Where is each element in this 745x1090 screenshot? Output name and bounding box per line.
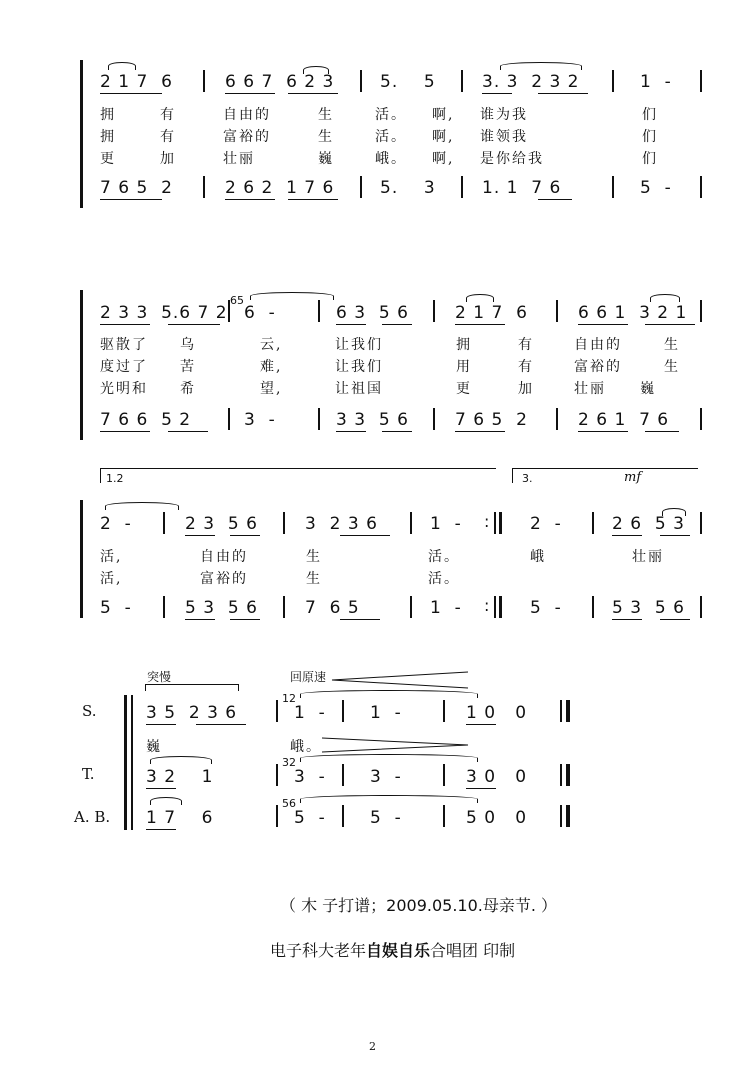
lyric: 让祖国	[335, 381, 383, 397]
alto-bass-measure-3: 5 -	[370, 808, 402, 828]
lyric: 苦	[180, 359, 196, 375]
tempo-bracket	[145, 684, 239, 691]
lyric: 是你给我	[480, 151, 544, 167]
barline	[276, 700, 278, 722]
lyric: 驱散了	[100, 337, 148, 353]
barline	[592, 512, 594, 534]
lyric: 难,	[260, 359, 283, 375]
soprano-measure-2: 1 -	[294, 703, 326, 723]
barline	[318, 300, 320, 322]
volta-1-2-label: 1.2	[106, 472, 124, 485]
beam	[612, 535, 642, 536]
slur	[500, 62, 582, 70]
lyric: 们	[642, 129, 658, 145]
alto-bass-measure-1: 1 7 6	[146, 808, 214, 828]
beam	[660, 535, 690, 536]
decrescendo-hairpin	[320, 736, 470, 754]
lyric: 乌	[180, 337, 196, 353]
lyric: 峨。	[290, 739, 322, 755]
beam	[146, 829, 176, 830]
barline	[410, 596, 412, 618]
barline	[560, 764, 562, 786]
soprano-measure-1: 2 -	[100, 514, 132, 534]
barline	[494, 596, 496, 618]
tenor-measure-1: 3 2 1	[146, 767, 214, 787]
lyric: 巍	[318, 151, 334, 167]
lyric: 谁领我	[480, 129, 528, 145]
lyric: 活。	[375, 107, 407, 123]
soprano-measure-3: 5. 5	[380, 72, 436, 92]
barline	[612, 176, 614, 198]
slur	[150, 797, 182, 805]
soprano-measure-5: 6 6 1 3 2 1	[578, 303, 688, 323]
barline	[461, 176, 463, 198]
barline	[203, 176, 205, 198]
soprano-measure-1: 2 3 3 5.6 7 2	[100, 303, 228, 323]
part-label-alto-bass: A. B.	[74, 808, 111, 826]
beam	[230, 535, 260, 536]
lyric: 拥	[100, 129, 116, 145]
system-bracket-inner	[131, 695, 133, 830]
lyric: 加	[160, 151, 176, 167]
lyric: 活。	[375, 129, 407, 145]
bass-measure-6: 5 3 5 6	[612, 598, 685, 618]
barline	[203, 70, 205, 92]
lyric: 光明和	[100, 381, 148, 397]
barline	[700, 300, 702, 322]
lyric: 谁为我	[480, 107, 528, 123]
barline	[592, 596, 594, 618]
soprano-measure-6: 2 6 5 3	[612, 514, 685, 534]
beam	[578, 431, 628, 432]
bass-measure-1: 5 -	[100, 598, 132, 618]
beam	[645, 431, 679, 432]
lyric: 生	[306, 549, 322, 565]
beam	[578, 324, 628, 325]
beam	[612, 619, 642, 620]
soprano-measure-1: 2 1 7 6	[100, 72, 173, 92]
beam	[336, 431, 366, 432]
tie	[300, 754, 478, 762]
slur	[650, 294, 680, 302]
beam	[455, 431, 505, 432]
tenor-measure-4: 3 0 0	[466, 767, 528, 787]
lyric: 生	[664, 359, 680, 375]
lyric: 啊,	[432, 151, 455, 167]
lyric: 有	[518, 359, 534, 375]
soprano-measure-4: 1 0 0	[466, 703, 528, 723]
beam	[225, 199, 275, 200]
barline	[612, 70, 614, 92]
lyric: 们	[642, 107, 658, 123]
system-bracket	[80, 60, 83, 208]
bass-measure-2: 2 6 2 1 7 6	[225, 178, 335, 198]
slur	[662, 508, 686, 516]
barline	[433, 300, 435, 322]
lyric: 自由的	[574, 337, 622, 353]
lyric: 峨	[530, 549, 546, 565]
publisher-name-emphasis: 自娱自乐	[366, 941, 431, 960]
bass-measure-3: 5. 3	[380, 178, 436, 198]
volta-1-2	[100, 468, 496, 483]
barline	[560, 805, 562, 827]
beam	[466, 724, 496, 725]
lyric: 活,	[100, 549, 123, 565]
lyric: 用	[456, 359, 472, 375]
lyric: 生	[664, 337, 680, 353]
barline	[342, 764, 344, 786]
beam	[455, 324, 505, 325]
lyric: 活,	[100, 571, 123, 587]
barline	[360, 176, 362, 198]
grace-notes: 32	[282, 756, 296, 769]
dynamic-mark: mf	[624, 470, 642, 485]
lyric: 活。	[428, 549, 460, 565]
publisher-name: 电子科大老年	[270, 941, 367, 960]
lyric: 生	[318, 129, 334, 145]
barline	[700, 408, 702, 430]
final-barline	[566, 805, 570, 827]
beam	[100, 431, 150, 432]
bass-measure-4: 7 6 5 2	[455, 410, 528, 430]
beam	[100, 199, 162, 200]
tempo-marking-resume: 回原速	[290, 670, 327, 684]
lyric: 富裕的	[200, 571, 248, 587]
bass-measure-5: 5 -	[640, 178, 672, 198]
beam	[288, 199, 338, 200]
beam	[482, 93, 512, 94]
barline	[443, 764, 445, 786]
beam	[660, 619, 690, 620]
system-bracket	[80, 290, 83, 440]
soprano-measure-4: 1 -	[430, 514, 462, 534]
lyric: 自由的	[223, 107, 271, 123]
barline	[443, 700, 445, 722]
lyric: 加	[518, 381, 534, 397]
beam	[466, 788, 496, 789]
bass-measure-5: 5 -	[530, 598, 562, 618]
beam	[382, 324, 412, 325]
grace-notes: 12	[282, 692, 296, 705]
beam	[100, 93, 162, 94]
beam	[185, 619, 215, 620]
soprano-measure-2: 2 3 5 6	[185, 514, 258, 534]
soprano-measure-4: 3. 3 2 3 2	[482, 72, 580, 92]
soprano-measure-1: 3 5 2 3 6	[146, 703, 238, 723]
tenor-measure-3: 3 -	[370, 767, 402, 787]
barline	[163, 596, 165, 618]
beam	[538, 199, 572, 200]
volta-3-label: 3.	[522, 472, 533, 485]
beam	[538, 93, 588, 94]
beam	[336, 324, 366, 325]
barline	[556, 300, 558, 322]
beam	[168, 431, 208, 432]
barline	[342, 700, 344, 722]
lyric: 壮丽	[632, 549, 664, 565]
beam	[146, 788, 176, 789]
bass-measure-3: 7 6 5	[305, 598, 360, 618]
part-label-tenor: T.	[82, 765, 95, 783]
beam	[196, 724, 246, 725]
bass-measure-1: 7 6 5 2	[100, 178, 173, 198]
slur	[108, 62, 136, 70]
barline	[494, 512, 496, 534]
page-number: 2	[369, 1040, 376, 1053]
lyric: 富裕的	[574, 359, 622, 375]
barline	[342, 805, 344, 827]
beam	[146, 724, 176, 725]
bass-measure-3: 3 3 5 6	[336, 410, 409, 430]
bass-measure-1: 7 6 6 5 2	[100, 410, 192, 430]
lyric: 峨。	[375, 151, 407, 167]
crescendo-hairpin	[330, 670, 470, 690]
beam	[645, 324, 695, 325]
repeat-barline	[499, 512, 502, 534]
publisher-name-suffix: 合唱团 印制	[430, 941, 516, 960]
barline	[283, 596, 285, 618]
barline	[276, 805, 278, 827]
bass-measure-2: 3 -	[244, 410, 276, 430]
final-barline	[566, 764, 570, 786]
beam	[230, 619, 260, 620]
barline	[318, 408, 320, 430]
lyric: 让我们	[335, 359, 383, 375]
lyric: 拥	[456, 337, 472, 353]
lyric: 活。	[428, 571, 460, 587]
barline	[228, 300, 230, 322]
soprano-measure-2: 6 6 7 6 2 3	[225, 72, 335, 92]
grace-notes: 65	[230, 294, 244, 307]
slur	[150, 756, 212, 764]
bass-measure-5: 2 6 1 7 6	[578, 410, 670, 430]
beam	[168, 324, 220, 325]
alto-bass-measure-2: 5 -	[294, 808, 326, 828]
beam	[382, 431, 412, 432]
lyric: 巍	[640, 381, 656, 397]
lyric: 生	[306, 571, 322, 587]
barline	[283, 512, 285, 534]
tempo-marking-slow: 突慢	[147, 670, 172, 684]
soprano-measure-5: 2 -	[530, 514, 562, 534]
lyric: 更	[100, 151, 116, 167]
bass-measure-4: 1. 1 7 6	[482, 178, 562, 198]
lyric: 生	[318, 107, 334, 123]
lyric: 有	[160, 129, 176, 145]
tie	[300, 795, 478, 803]
lyric: 富裕的	[223, 129, 271, 145]
tie	[300, 690, 478, 698]
system-bracket	[80, 500, 83, 618]
repeat-barline	[499, 596, 502, 618]
barline	[700, 512, 702, 534]
barline	[163, 512, 165, 534]
lyric: 度过了	[100, 359, 148, 375]
slur	[303, 66, 329, 74]
barline	[433, 408, 435, 430]
soprano-measure-5: 1 -	[640, 72, 672, 92]
barline	[700, 70, 702, 92]
soprano-measure-4: 2 1 7 6	[455, 303, 528, 323]
final-barline	[566, 700, 570, 722]
typesetter-credit: （ 木 子打谱；2009.05.10.母亲节. ）	[280, 896, 558, 915]
lyric: 啊,	[432, 129, 455, 145]
barline	[700, 596, 702, 618]
system-bracket	[124, 695, 127, 830]
lyric: 拥	[100, 107, 116, 123]
tie	[105, 502, 179, 510]
bass-measure-4: 1 -	[430, 598, 462, 618]
beam	[340, 535, 390, 536]
barline	[410, 512, 412, 534]
lyric: 巍	[146, 739, 162, 755]
beam	[185, 535, 215, 536]
repeat-sign: :	[484, 596, 491, 615]
beam	[100, 324, 150, 325]
lyric: 啊,	[432, 107, 455, 123]
barline	[360, 70, 362, 92]
barline	[560, 700, 562, 722]
bass-measure-2: 5 3 5 6	[185, 598, 258, 618]
lyric: 让我们	[335, 337, 383, 353]
lyric: 壮丽	[223, 151, 255, 167]
barline	[276, 764, 278, 786]
soprano-measure-2: 6 -	[244, 303, 276, 323]
part-label-soprano: S.	[82, 702, 97, 720]
soprano-measure-3: 3 2 3 6	[305, 514, 378, 534]
lyric: 们	[642, 151, 658, 167]
publisher-credit	[270, 938, 515, 961]
barline	[443, 805, 445, 827]
lyric: 自由的	[200, 549, 248, 565]
lyric: 更	[456, 381, 472, 397]
lyric: 有	[160, 107, 176, 123]
barline	[700, 176, 702, 198]
soprano-measure-3: 6 3 5 6	[336, 303, 409, 323]
beam	[340, 619, 380, 620]
beam	[288, 93, 338, 94]
lyric: 云,	[260, 337, 283, 353]
alto-bass-measure-4: 5 0 0	[466, 808, 528, 828]
lyric: 希	[180, 381, 196, 397]
lyric: 望,	[260, 381, 283, 397]
tenor-measure-2: 3 -	[294, 767, 326, 787]
slur	[466, 294, 494, 302]
volta-3	[512, 468, 698, 483]
grace-notes: 56	[282, 797, 296, 810]
lyric: 有	[518, 337, 534, 353]
barline	[556, 408, 558, 430]
tie	[250, 292, 334, 300]
beam	[225, 93, 275, 94]
lyric: 壮丽	[574, 381, 606, 397]
repeat-sign: :	[484, 512, 491, 531]
barline	[461, 70, 463, 92]
barline	[228, 408, 230, 430]
soprano-measure-3: 1 -	[370, 703, 402, 723]
